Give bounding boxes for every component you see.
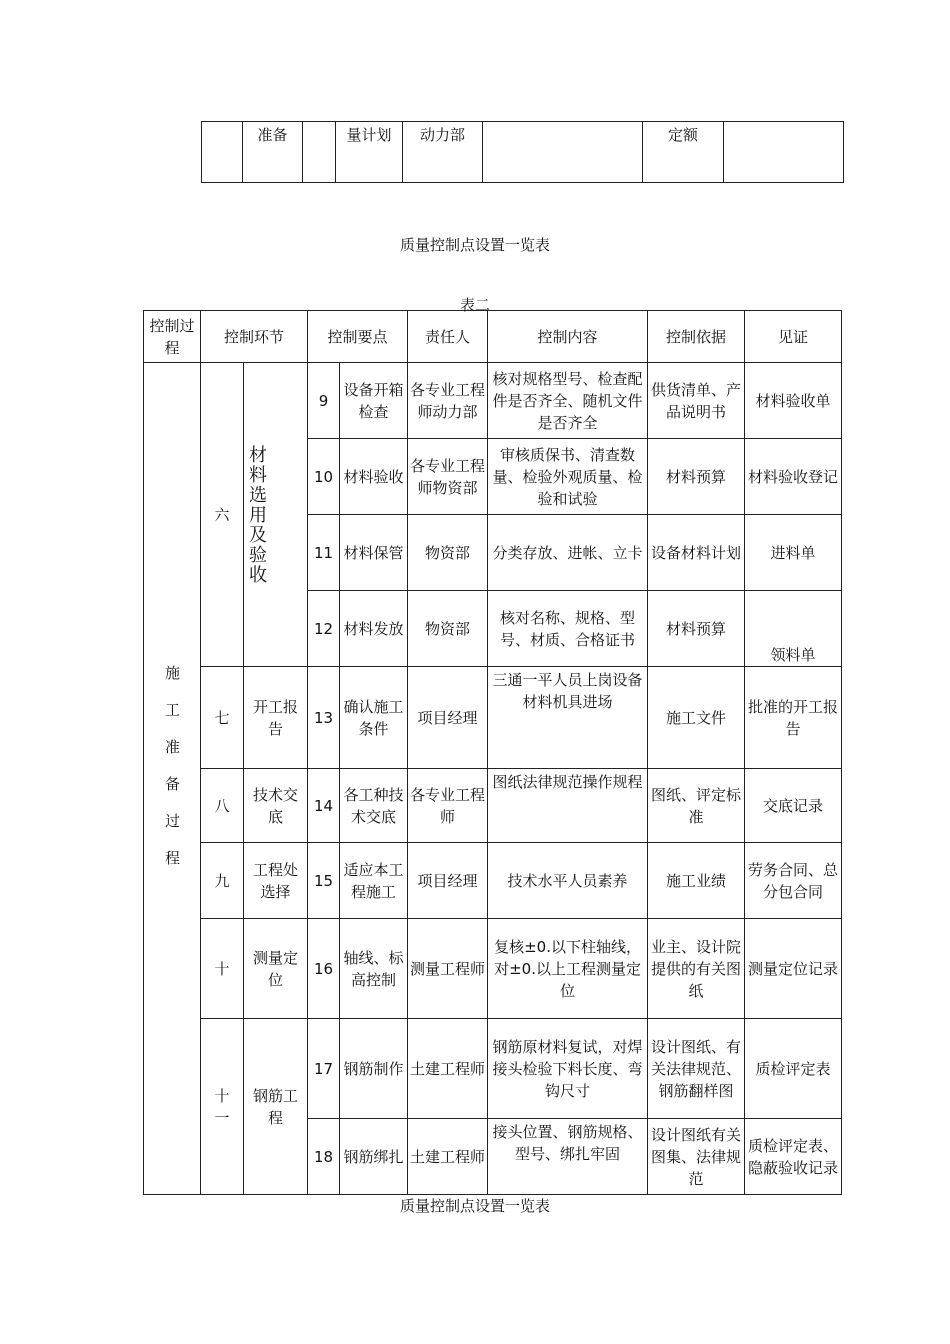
group6-name: 材料选用及验收 [246, 445, 267, 585]
row-no: 10 [308, 439, 340, 515]
row-content: 审核质保书、清查数量、检验外观质量、检验和试验 [488, 439, 648, 515]
row-no: 13 [308, 667, 340, 769]
row-witness: 质检评定表 [745, 1019, 842, 1119]
row-witness: 批准的开工报告 [745, 667, 842, 769]
row-basis: 设计图纸、有关法律规范、钢筋翻样图 [648, 1019, 745, 1119]
group11-num: 十一 [201, 1019, 244, 1195]
header-row [144, 311, 842, 363]
row-person: 物资部 [408, 591, 488, 667]
footer-caption: 质量控制点设置一览表 [399, 1197, 550, 1215]
row-content: 技术水平人员素养 [488, 843, 648, 919]
row-basis: 供货清单、产品说明书 [648, 363, 745, 439]
top-cell-7 [724, 122, 844, 183]
table-row [144, 363, 842, 439]
top-cell-1: 准备 [243, 122, 303, 183]
row-basis: 业主、设计院提供的有关图纸 [648, 919, 745, 1019]
row-person: 各专业工程师动力部 [408, 363, 488, 439]
row-basis: 施工文件 [648, 667, 745, 769]
row-point: 适应本工程施工 [340, 843, 408, 919]
row-basis: 设计图纸有关图集、法律规范 [648, 1119, 745, 1195]
table-row [144, 843, 842, 919]
row-content: 三通一平人员上岗设备材料机具进场 [488, 667, 648, 769]
row-person: 土建工程师 [408, 1019, 488, 1119]
row-no: 16 [308, 919, 340, 1019]
table-label: 表二 [459, 296, 490, 314]
row-basis: 施工业绩 [648, 843, 745, 919]
row-link: 测量定位 [244, 919, 308, 1019]
row-content: 核对名称、规格、型号、材质、合格证书 [488, 591, 648, 667]
top-cell-0 [202, 122, 243, 183]
group11-name: 钢筋工程 [244, 1019, 308, 1195]
row-content: 核对规格型号、检查配件是否齐全、随机文件是否齐全 [488, 363, 648, 439]
top-cell-2 [303, 122, 336, 183]
row-basis: 设备材料计划 [648, 515, 745, 591]
top-cell-3: 量计划 [336, 122, 403, 183]
row-num: 八 [201, 769, 244, 843]
top-table [201, 121, 844, 183]
row-witness: 领料单 [745, 591, 842, 667]
header-basis: 控制依据 [648, 311, 745, 363]
row-person: 项目经理 [408, 843, 488, 919]
main-table [143, 310, 842, 1195]
row-person: 项目经理 [408, 667, 488, 769]
row-witness: 交底记录 [745, 769, 842, 843]
header-content: 控制内容 [488, 311, 648, 363]
row-content: 接头位置、钢筋规格、型号、绑扎牢固 [488, 1119, 648, 1195]
row-point: 钢筋绑扎 [340, 1119, 408, 1195]
row-basis: 图纸、评定标准 [648, 769, 745, 843]
row-no: 14 [308, 769, 340, 843]
row-witness: 材料验收单 [745, 363, 842, 439]
row-no: 11 [308, 515, 340, 591]
row-point: 轴线、标高控制 [340, 919, 408, 1019]
table-row [144, 919, 842, 1019]
process-label: 施工准备过程 [163, 664, 181, 887]
row-no: 18 [308, 1119, 340, 1195]
row-point: 材料验收 [340, 439, 408, 515]
top-cell-4: 动力部 [403, 122, 483, 183]
row-no: 9 [308, 363, 340, 439]
table-row [144, 1019, 842, 1119]
row-point: 确认施工条件 [340, 667, 408, 769]
row-no: 12 [308, 591, 340, 667]
top-cell-6: 定额 [643, 122, 724, 183]
table-title: 质量控制点设置一览表 [399, 236, 550, 254]
group6-num: 六 [201, 363, 244, 667]
row-point: 材料保管 [340, 515, 408, 591]
row-content: 分类存放、进帐、立卡 [488, 515, 648, 591]
row-content: 图纸法律规范操作规程 [488, 769, 648, 843]
row-link: 技术交底 [244, 769, 308, 843]
row-link: 开工报告 [244, 667, 308, 769]
row-witness: 质检评定表、隐蔽验收记录 [745, 1119, 842, 1195]
header-witness: 见证 [745, 311, 842, 363]
header-process: 控制过程 [144, 311, 201, 363]
row-no: 17 [308, 1019, 340, 1119]
row-link: 工程处选择 [244, 843, 308, 919]
row-point: 钢筋制作 [340, 1019, 408, 1119]
header-link: 控制环节 [201, 311, 308, 363]
row-person: 测量工程师 [408, 919, 488, 1019]
row-person: 各专业工程师 [408, 769, 488, 843]
row-num: 九 [201, 843, 244, 919]
row-witness: 劳务合同、总分包合同 [745, 843, 842, 919]
header-person: 责任人 [408, 311, 488, 363]
row-witness: 进料单 [745, 515, 842, 591]
row-no: 15 [308, 843, 340, 919]
row-num: 七 [201, 667, 244, 769]
row-basis: 材料预算 [648, 591, 745, 667]
top-cell-5 [483, 122, 643, 183]
table-row [144, 667, 842, 769]
row-content: 复核±0.以下柱轴线，对±0.以上工程测量定位 [488, 919, 648, 1019]
row-basis: 材料预算 [648, 439, 745, 515]
row-content: 钢筋原材料复试，对焊接头检验下料长度、弯钩尺寸 [488, 1019, 648, 1119]
row-point: 材料发放 [340, 591, 408, 667]
row-person: 各专业工程师物资部 [408, 439, 488, 515]
row-point: 设备开箱检查 [340, 363, 408, 439]
header-point: 控制要点 [308, 311, 408, 363]
row-witness: 材料验收登记 [745, 439, 842, 515]
row-person: 物资部 [408, 515, 488, 591]
table-row [144, 769, 842, 843]
row-point: 各工种技术交底 [340, 769, 408, 843]
row-person: 土建工程师 [408, 1119, 488, 1195]
row-witness: 测量定位记录 [745, 919, 842, 1019]
row-num: 十 [201, 919, 244, 1019]
